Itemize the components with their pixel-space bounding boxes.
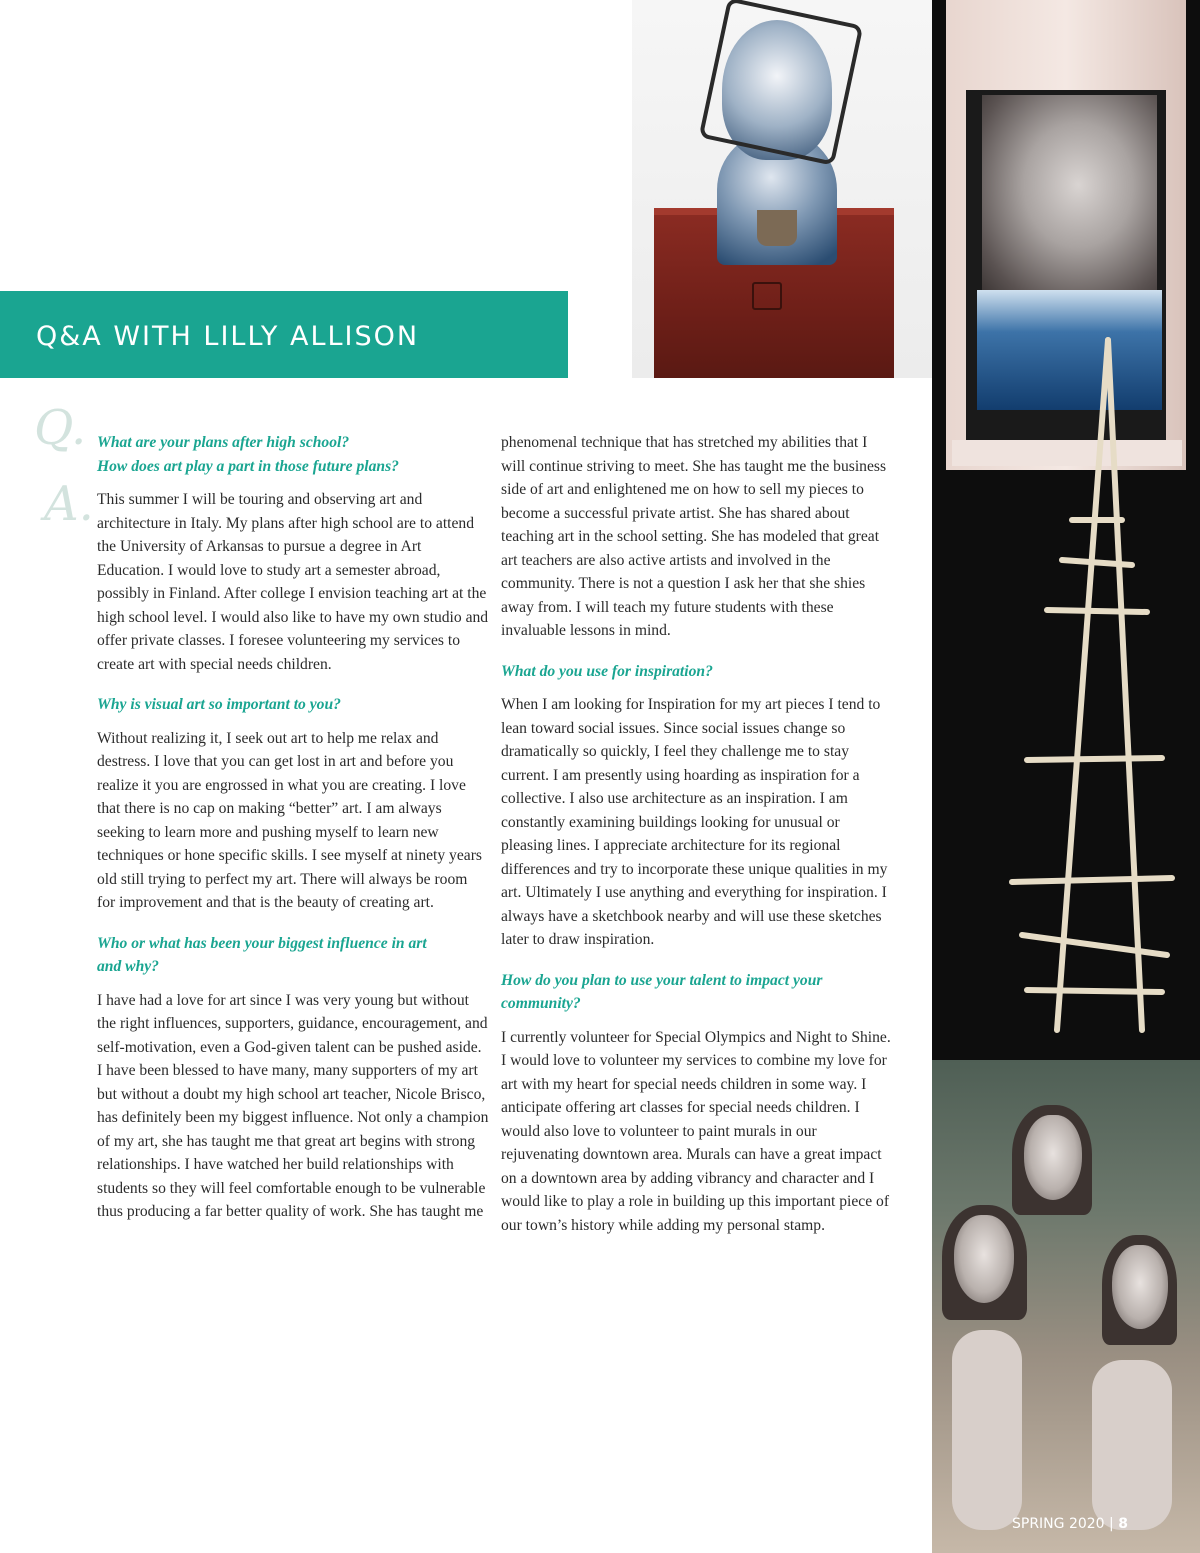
question-line: Why is visual art so important to you? <box>97 696 341 713</box>
q-decor-letter: Q. <box>34 400 87 456</box>
question <box>97 693 489 717</box>
title-banner <box>0 291 568 378</box>
page-title: Q&A WITH LILLY ALLISON <box>36 321 420 352</box>
answer-paragraph: I currently volunteer for Special Olympics and Night to Shine. I would love to volunteer my services to combine my love for art with my heart for special needs children in some way. I anticipate offering art classes for special needs children. I would also love to volunteer to paint murals in our rejuvenating downtown area. Murals can have a great impact on a downtown area by adding vibrancy and character and I would like to play a role in building up this important piece of our town’s history while adding my personal stamp. <box>501 1028 891 1234</box>
question-line: Who or what has been your biggest influence in art <box>97 934 427 952</box>
ladder-sculpture <box>932 0 1200 1060</box>
sculpture-photo <box>632 0 932 378</box>
question-line: What do you use for inspiration? <box>501 662 713 680</box>
page-footer <box>1012 1516 1128 1532</box>
issue-label: SPRING 2020 <box>1012 1516 1105 1532</box>
question <box>97 431 489 478</box>
a-decor-letter: A. <box>44 476 94 532</box>
cabinet-artwork-photo <box>932 0 1200 1060</box>
answer-paragraph: When I am looking for Inspiration for my art pieces I tend to lean toward social issues. Since social issues change so dramatically so quickly, I feel they challenge me to stay current. I am presently using hoarding as inspiration for a collective. I also use architecture as an inspiration. I am constantly examining buildings looking for unusual or pleasing lines. I appreciate architecture for its regional differences and try to incorporate these unique qualities in my art. Ultimately I use anything and everything for inspiration. I always have a sketchbook nearby and will use these sketches later to draw inspiration. <box>501 696 888 948</box>
page-number: 8 <box>1118 1516 1128 1532</box>
question-line: What are your plans after high school? <box>97 434 350 451</box>
right-text-column <box>501 431 893 1254</box>
answer-paragraph: I have had a love for art since I was very young but without the right influences, supporters, guidance, encouragement, and self-motivation, even a God-given talent can be pushed aside. I have been blessed to have many, many supporters of my art but without a doubt my high school art teacher, Nicole Brisco, has definitely been my biggest influence. Not only a champion of my art, she has taught me that great art begins with strong relationships. I have watched her build relationships with students so they will feel comfortable enough to be vulnerable thus producing a far better quality of work. She has taught me <box>97 991 489 1220</box>
footer-separator: | <box>1109 1516 1114 1532</box>
question-line: How does art play a part in those future plans? <box>97 457 399 475</box>
left-text-column <box>97 431 489 1241</box>
question <box>501 660 893 684</box>
answer-paragraph: Without realizing it, I seek out art to help me relax and destress. I love that you can get lost in art and before you realize it you are engrossed in what you are creating. I love that there is no cap on making “better” art. I am always seeking to learn more and pushing myself to learn new techniques or hone specific skills. I see myself at ninety years old still trying to perfect my art. There will always be room for improvement and that is the beauty of creating art. <box>97 729 482 911</box>
figures-painting-photo <box>932 1060 1200 1553</box>
question-line: community? <box>501 995 581 1012</box>
question-line: and why? <box>97 958 159 975</box>
answer-paragraph: phenomenal technique that has stretched my abilities that I will continue striving to meet. She has taught me the business side of art and enlightened me on how to sell my pieces to become a successful private artist. She has shared about teaching art in the school setting. She has modeled that great art teachers are also active artists and involved in the community. There is not a question I ask her that she shies away from. I will teach my future students with these invaluable lessons in mind. <box>501 434 887 639</box>
answer-paragraph: This summer I will be touring and observing art and architecture in Italy. My plans after high school are to attend the University of Arkansas to pursue a degree in Art Education. I would love to study art a semester abroad, possibly in Finland. After college I envision teaching art at the high school level. I would also like to have my own studio and offer private classes. I foresee volunteering my services to create art with special needs children. <box>97 491 489 673</box>
question <box>501 969 893 1016</box>
question <box>97 932 489 979</box>
question-line: How do you plan to use your talent to impact your <box>501 971 823 989</box>
